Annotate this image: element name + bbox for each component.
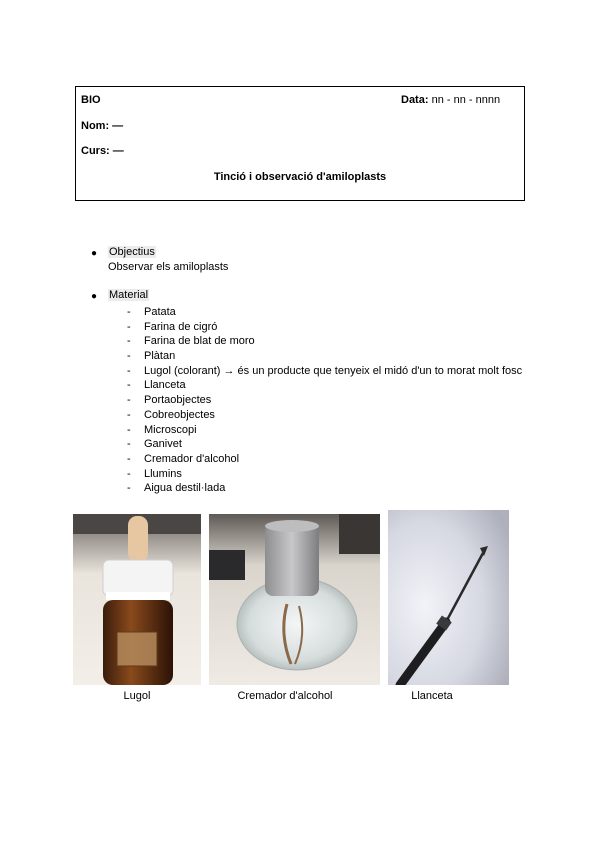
subject-label: BIO xyxy=(81,94,101,106)
list-item: - Ganivet xyxy=(127,438,182,451)
date-value: nn - nn - nnnn xyxy=(431,94,501,106)
alcohol-burner-caption: Cremador d'alcohol xyxy=(237,690,333,702)
course-value: — xyxy=(112,145,124,157)
list-item: - Farina de cigró xyxy=(127,320,218,333)
alcohol-burner-photo xyxy=(209,514,380,685)
date-label: Data: xyxy=(401,94,429,106)
dash: - xyxy=(127,379,131,392)
name-field xyxy=(81,120,123,132)
list-item: - Farina de blat de moro xyxy=(127,335,255,348)
list-item: - Patata xyxy=(127,306,176,318)
date-field xyxy=(401,94,500,106)
objectives-bullet: ● xyxy=(91,248,98,259)
dash: - xyxy=(127,306,131,318)
course-field xyxy=(81,145,124,157)
objectives-text: Observar els amiloplasts xyxy=(108,261,229,273)
dash: - xyxy=(127,408,131,421)
name-value: — xyxy=(112,120,124,132)
lancet-caption: Llanceta xyxy=(411,690,453,702)
dash: - xyxy=(127,394,131,407)
list-item: - Llanceta xyxy=(127,379,186,392)
lugol-photo xyxy=(73,514,201,685)
dash: - xyxy=(127,452,131,465)
dash: - xyxy=(127,482,131,495)
course-label: Curs: xyxy=(81,145,110,157)
dash: - xyxy=(127,467,131,480)
list-item: - Llumins xyxy=(127,467,182,480)
list-item: - Cremador d'alcohol xyxy=(127,452,240,465)
list-item: - Lugol (colorant) → és un producte que tenyeix el midó d'un to morat molt fosc xyxy=(127,364,523,377)
header-box xyxy=(75,86,525,201)
dash: - xyxy=(127,320,131,333)
dash: - xyxy=(127,423,131,436)
document-title: Tinció i observació d'amiloplasts xyxy=(213,171,387,183)
list-item: - Aigua destil·lada xyxy=(127,482,226,495)
dash: - xyxy=(127,335,131,348)
dash: - xyxy=(127,438,131,451)
dash: - xyxy=(127,350,131,363)
material-bullet: ● xyxy=(91,291,98,302)
list-item: - Plàtan xyxy=(127,350,176,363)
list-item: - Microscopi xyxy=(127,423,197,436)
material-heading: Material xyxy=(109,289,149,301)
list-item: - Portaobjectes xyxy=(127,394,212,407)
lugol-caption: Lugol xyxy=(123,690,151,702)
name-label: Nom: xyxy=(81,120,110,132)
lancet-photo xyxy=(388,510,509,685)
list-item: - Cobreobjectes xyxy=(127,408,215,421)
objectives-heading: Objectius xyxy=(109,246,155,258)
dash: - xyxy=(127,364,131,377)
material-list xyxy=(127,305,522,496)
